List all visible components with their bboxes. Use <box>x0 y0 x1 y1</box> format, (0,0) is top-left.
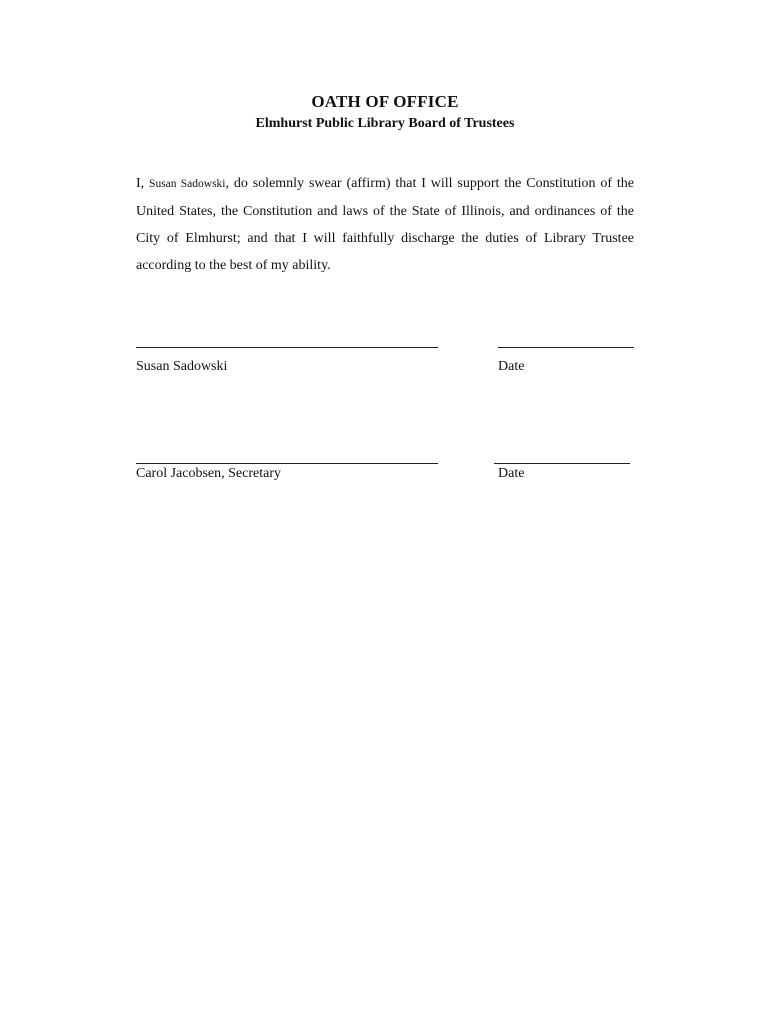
trustee-name-label: Susan Sadowski <box>136 359 228 374</box>
oath-trustee-name: Susan Sadowski <box>149 178 226 190</box>
secretary-date-line[interactable] <box>494 463 630 464</box>
trustee-signature-line[interactable] <box>136 347 438 348</box>
oath-text: , do solemnly swear (affirm) that I will support the Constitution of the United States, the Constitution and laws of the State of Illinois, and ordinances of the City of Elmhurst; and that I will faithfully discharge the duties of Library Trustee according to the best of my ability. <box>136 176 635 273</box>
secretary-date-label: Date <box>498 466 525 481</box>
secretary-signature-line[interactable] <box>136 463 438 464</box>
oath-prefix: I, <box>136 176 150 191</box>
secretary-name-label: Carol Jacobsen, Secretary <box>136 466 281 481</box>
document-title: OATH OF OFFICE <box>311 92 459 111</box>
document-subtitle: Elmhurst Public Library Board of Trustees <box>255 116 515 131</box>
trustee-date-label: Date <box>498 359 525 374</box>
oath-paragraph <box>136 170 634 279</box>
trustee-date-line[interactable] <box>498 347 634 348</box>
